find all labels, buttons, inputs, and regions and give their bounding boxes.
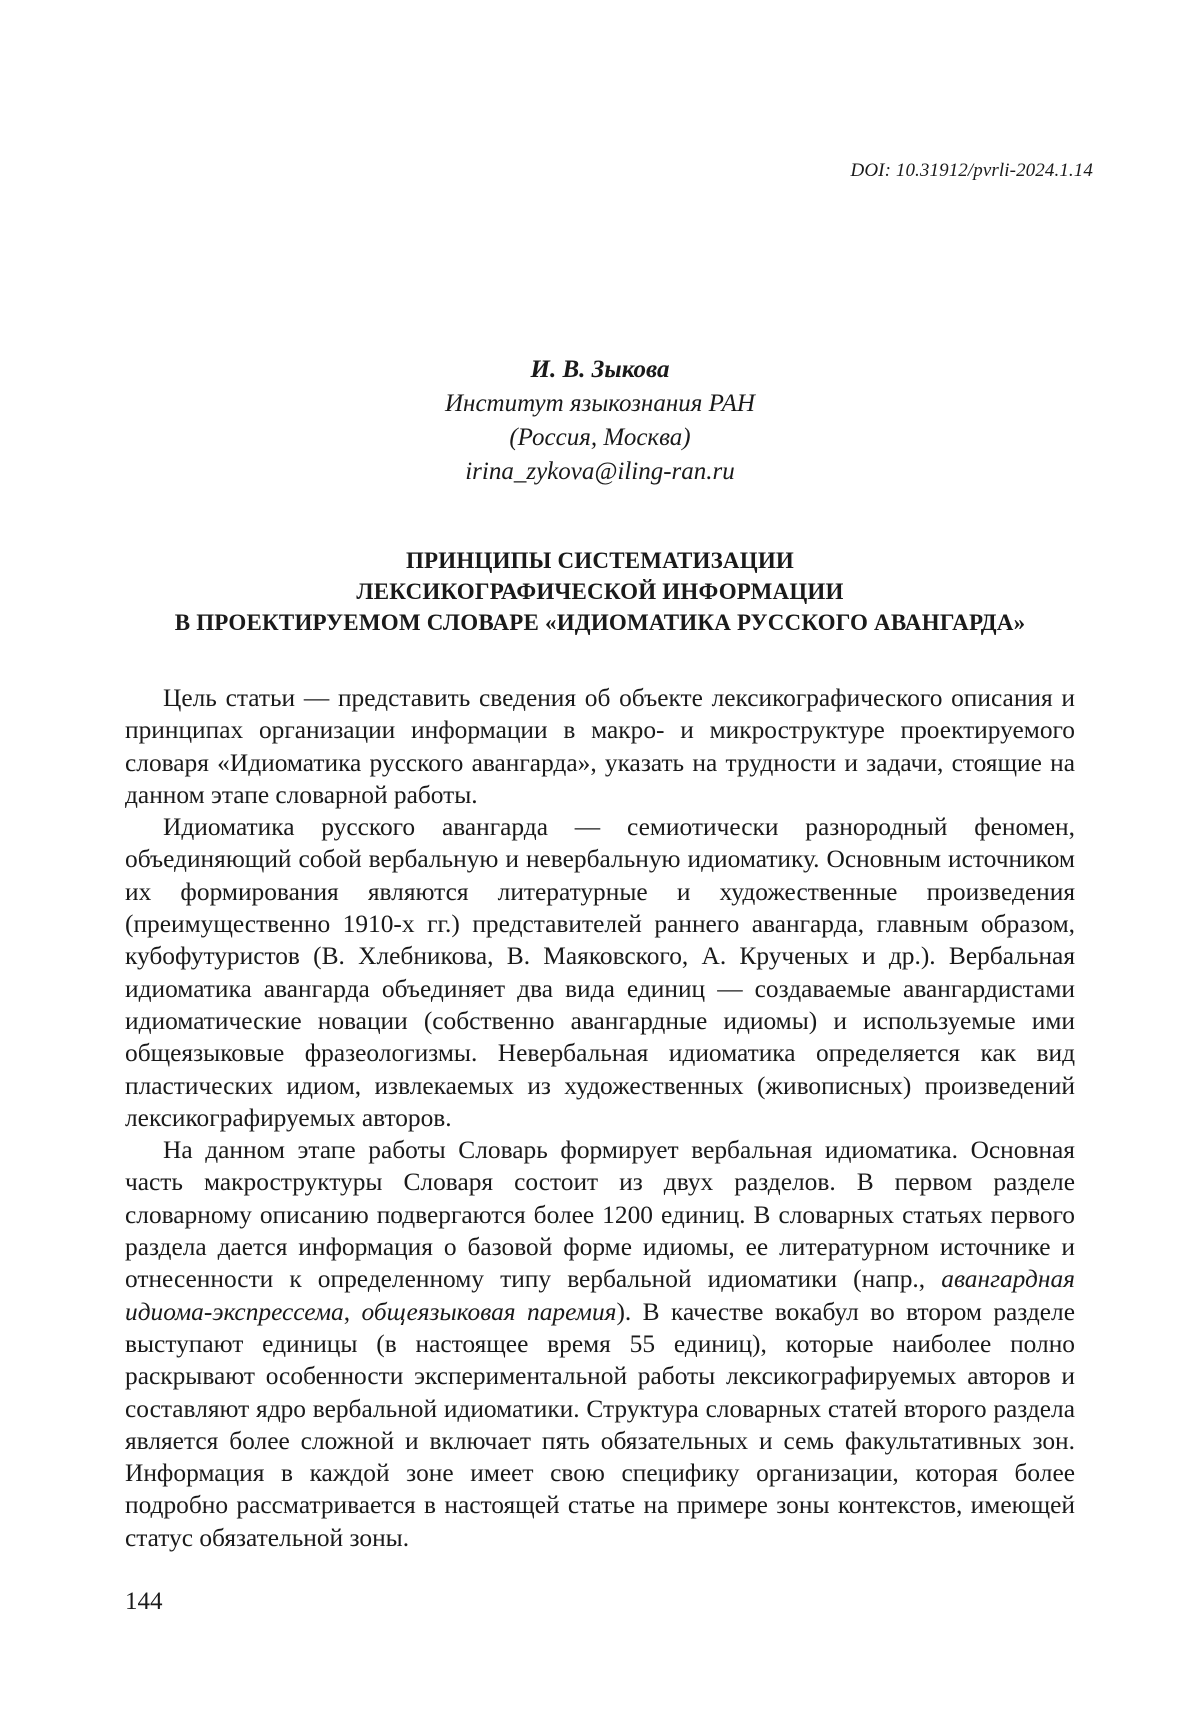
paragraph-text: ,	[343, 1297, 362, 1326]
body-paragraph-1: Цель статьи — представить сведения об объекте лексикографического описания и принципах организации информации в макро- и микроструктуре проектируемого словаря «Идиоматика русского авангарда», указать на трудности и задачи, стоящие на данном этапе словарной работы.	[125, 684, 1075, 809]
article-title	[0, 545, 1200, 638]
body-paragraph-3	[125, 1134, 1075, 1554]
italic-term: авангардная идиома-экспрессема	[125, 1265, 1075, 1326]
paragraph-text: На данном этапе работы Словарь формирует вербальная идиоматика. Основная часть макроструктуры Словаря состоит из двух разделов. В первом разделе словарному описанию подвергаются более 1200 единиц. В словарных статьях первого раздела дается информация о базовой форме идиомы, ее литературном источнике и отнесенности к определенному типу вербальной идиоматики (напр.,	[125, 1136, 1075, 1294]
body-paragraph-2: Идиоматика русского авангарда — семиотически разнородный феномен, объединяющий собой вербальную и невербальную идиоматику. Основным источником их формирования являются литературные и художественные произведения (преимущественно 1910-х гг.) представителей раннего авангарда, главным образом, кубофутуристов (В. Хлебникова, В. Маяковского, А. Крученых и др.). Вербальная идиоматика авангарда объединяет два вида единиц — создаваемые авангардистами идиоматические новации (собственно авангардные идиомы) и используемые ими общеязыковые фразеологизмы. Невербальная идиоматика определяется как вид пластических идиом, извлекаемых из художественных (живописных) произведений лексикографируемых авторов.	[125, 813, 1075, 1132]
title-line: В ПРОЕКТИРУЕМОМ СЛОВАРЕ «ИДИОМАТИКА РУССКОГО АВАНГАРДА»	[174, 610, 1026, 635]
author-affiliation: Институт языкознания РАН	[445, 390, 755, 417]
paragraph-text: ). В качестве вокабул во втором разделе выступают единицы (в настоящее время 55 единиц), которые наиболее полно раскрывают особенности экспериментальной работы лексикографируемых авторов и составляют ядро вербальной идиоматики. Структура словарных статей второго раздела является более сложной и включает пять обязательных и семь факультативных зон. Информация в каждой зоне имеет свою специфику организации, которая более подробно рассматривается в настоящей статье на примере зоны контекстов, имеющей статус обязательной зоны.	[125, 1297, 1075, 1552]
italic-term: общеязыковая паремия	[361, 1297, 617, 1326]
title-line: ЛЕКСИКОГРАФИЧЕСКОЙ ИНФОРМАЦИИ	[356, 579, 844, 604]
author-block	[0, 353, 1200, 489]
author-location: (Россия, Москва)	[509, 424, 691, 451]
author-email: irina_zykova@iling-ran.ru	[465, 458, 735, 485]
page-number: 144	[125, 1588, 163, 1615]
doi-label: DOI: 10.31912/pvrli-2024.1.14	[850, 160, 1093, 181]
article-body	[125, 682, 1075, 1554]
title-line: ПРИНЦИПЫ СИСТЕМАТИЗАЦИИ	[405, 548, 795, 573]
author-name: И. В. Зыкова	[530, 356, 670, 383]
